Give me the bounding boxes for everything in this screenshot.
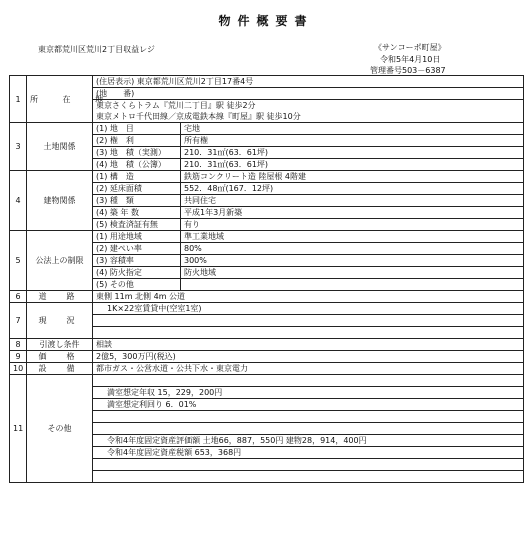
- category-label: 道 路: [27, 291, 93, 303]
- field-value: 552．48㎡(167．12坪): [181, 183, 524, 195]
- table-row: [10, 123, 524, 135]
- property-summary-table: [9, 75, 524, 483]
- category-label: 公法上の制限: [27, 231, 93, 291]
- other-blank: [93, 459, 524, 471]
- table-row: [10, 375, 524, 387]
- table-row: [10, 339, 524, 351]
- field-key: (3) 種 類: [93, 195, 181, 207]
- field-key: (1) 用途地域: [93, 231, 181, 243]
- category-label: 所 在 地: [27, 76, 93, 123]
- property-address-line: 東京都荒川区荒川2丁目収益レジ: [38, 45, 155, 54]
- field-key: (2) 延床面積: [93, 183, 181, 195]
- field-value: 210．31㎡(63．61坪): [181, 159, 524, 171]
- category-label: 現 況: [27, 303, 93, 339]
- row-number: 5: [10, 231, 27, 291]
- table-row: [10, 363, 524, 375]
- table-row: [10, 351, 524, 363]
- status-blank: [93, 327, 524, 339]
- management-number: 管理番号503－6387: [370, 66, 446, 75]
- row-number: 11: [10, 375, 27, 483]
- row-number: 9: [10, 351, 27, 363]
- document-title: 物件概要書: [218, 14, 314, 28]
- field-key: (4) 防火指定: [93, 267, 181, 279]
- residential-address: (住居表示) 東京都荒川区荒川2丁目17番4号: [93, 76, 524, 88]
- row-number: 6: [10, 291, 27, 303]
- field-value: 210．31㎡(63．61坪): [181, 147, 524, 159]
- field-key: (5) その他: [93, 279, 181, 291]
- field-key: (4) 築 年 数: [93, 207, 181, 219]
- category-label: 引渡し条件: [27, 339, 93, 351]
- station-access-1: 東京さくらトラム『荒川二丁目』駅 徒歩2分: [93, 100, 524, 112]
- facilities-value: 都市ガス・公営水道・公共下水・東京電力: [93, 363, 524, 375]
- field-key: (2) 権 利: [93, 135, 181, 147]
- category-label: 設 備: [27, 363, 93, 375]
- field-value: 有り: [181, 219, 524, 231]
- status-value: 1K×22室賃貸中(空室1室): [93, 303, 524, 315]
- table-row: [10, 171, 524, 183]
- field-value: 平成1年3月新築: [181, 207, 524, 219]
- other-blank: [93, 423, 524, 435]
- field-key: (3) 地 積（実測）: [93, 147, 181, 159]
- field-key: (1) 構 造: [93, 171, 181, 183]
- other-blank: [93, 375, 524, 387]
- field-key: (2) 建ぺい率: [93, 243, 181, 255]
- table-row: [10, 76, 524, 88]
- delivery-value: 相談: [93, 339, 524, 351]
- table-row: [10, 303, 524, 315]
- expected-yield: 満室想定利回り 6．01%: [93, 399, 524, 411]
- field-value: 所有権: [181, 135, 524, 147]
- header-info: [370, 42, 446, 77]
- field-value: 準工業地域: [181, 231, 524, 243]
- category-label: 土地関係: [27, 123, 93, 171]
- field-value: 宅地: [181, 123, 524, 135]
- property-tax: 令和4年度固定資産税額 653，368円: [93, 447, 524, 459]
- row-number: 3: [10, 123, 27, 171]
- category-label: その他: [27, 375, 93, 483]
- document-date: 令和5年4月10日: [380, 54, 441, 64]
- row-number: 7: [10, 303, 27, 339]
- field-value: [181, 279, 524, 291]
- assessed-value: 令和4年度固定資産評価額 土地66，887，550円 建物28，914，400円: [93, 435, 524, 447]
- property-name: 《サンコーポ町屋》: [374, 43, 446, 52]
- category-label: 価 格: [27, 351, 93, 363]
- station-access-2: 東京メトロ千代田線／京成電鉄本線『町屋』駅 徒歩10分: [93, 111, 524, 123]
- field-value: 80%: [181, 243, 524, 255]
- field-value: 防火地域: [181, 267, 524, 279]
- row-number: 1: [10, 76, 27, 123]
- other-blank: [93, 471, 524, 483]
- field-key: (5) 検査済証有無: [93, 219, 181, 231]
- field-key: (4) 地 積（公簿）: [93, 159, 181, 171]
- table-row: [10, 231, 524, 243]
- field-value: 鉄筋コンクリート造 陸屋根 4階建: [181, 171, 524, 183]
- row-number: 8: [10, 339, 27, 351]
- other-blank: [93, 411, 524, 423]
- row-number: 4: [10, 171, 27, 231]
- table-row: [10, 291, 524, 303]
- row-number: 10: [10, 363, 27, 375]
- field-value: 300%: [181, 255, 524, 267]
- field-key: (1) 地 目: [93, 123, 181, 135]
- field-value: 共同住宅: [181, 195, 524, 207]
- category-label: 建物関係: [27, 171, 93, 231]
- field-key: (3) 容積率: [93, 255, 181, 267]
- road-value: 東側 11m 北側 4m 公道: [93, 291, 524, 303]
- lot-number: (地 番): [93, 88, 524, 100]
- price-value: 2億5，300万円(税込): [93, 351, 524, 363]
- status-blank: [93, 315, 524, 327]
- expected-annual-income: 満室想定年収 15，229，200円: [93, 387, 524, 399]
